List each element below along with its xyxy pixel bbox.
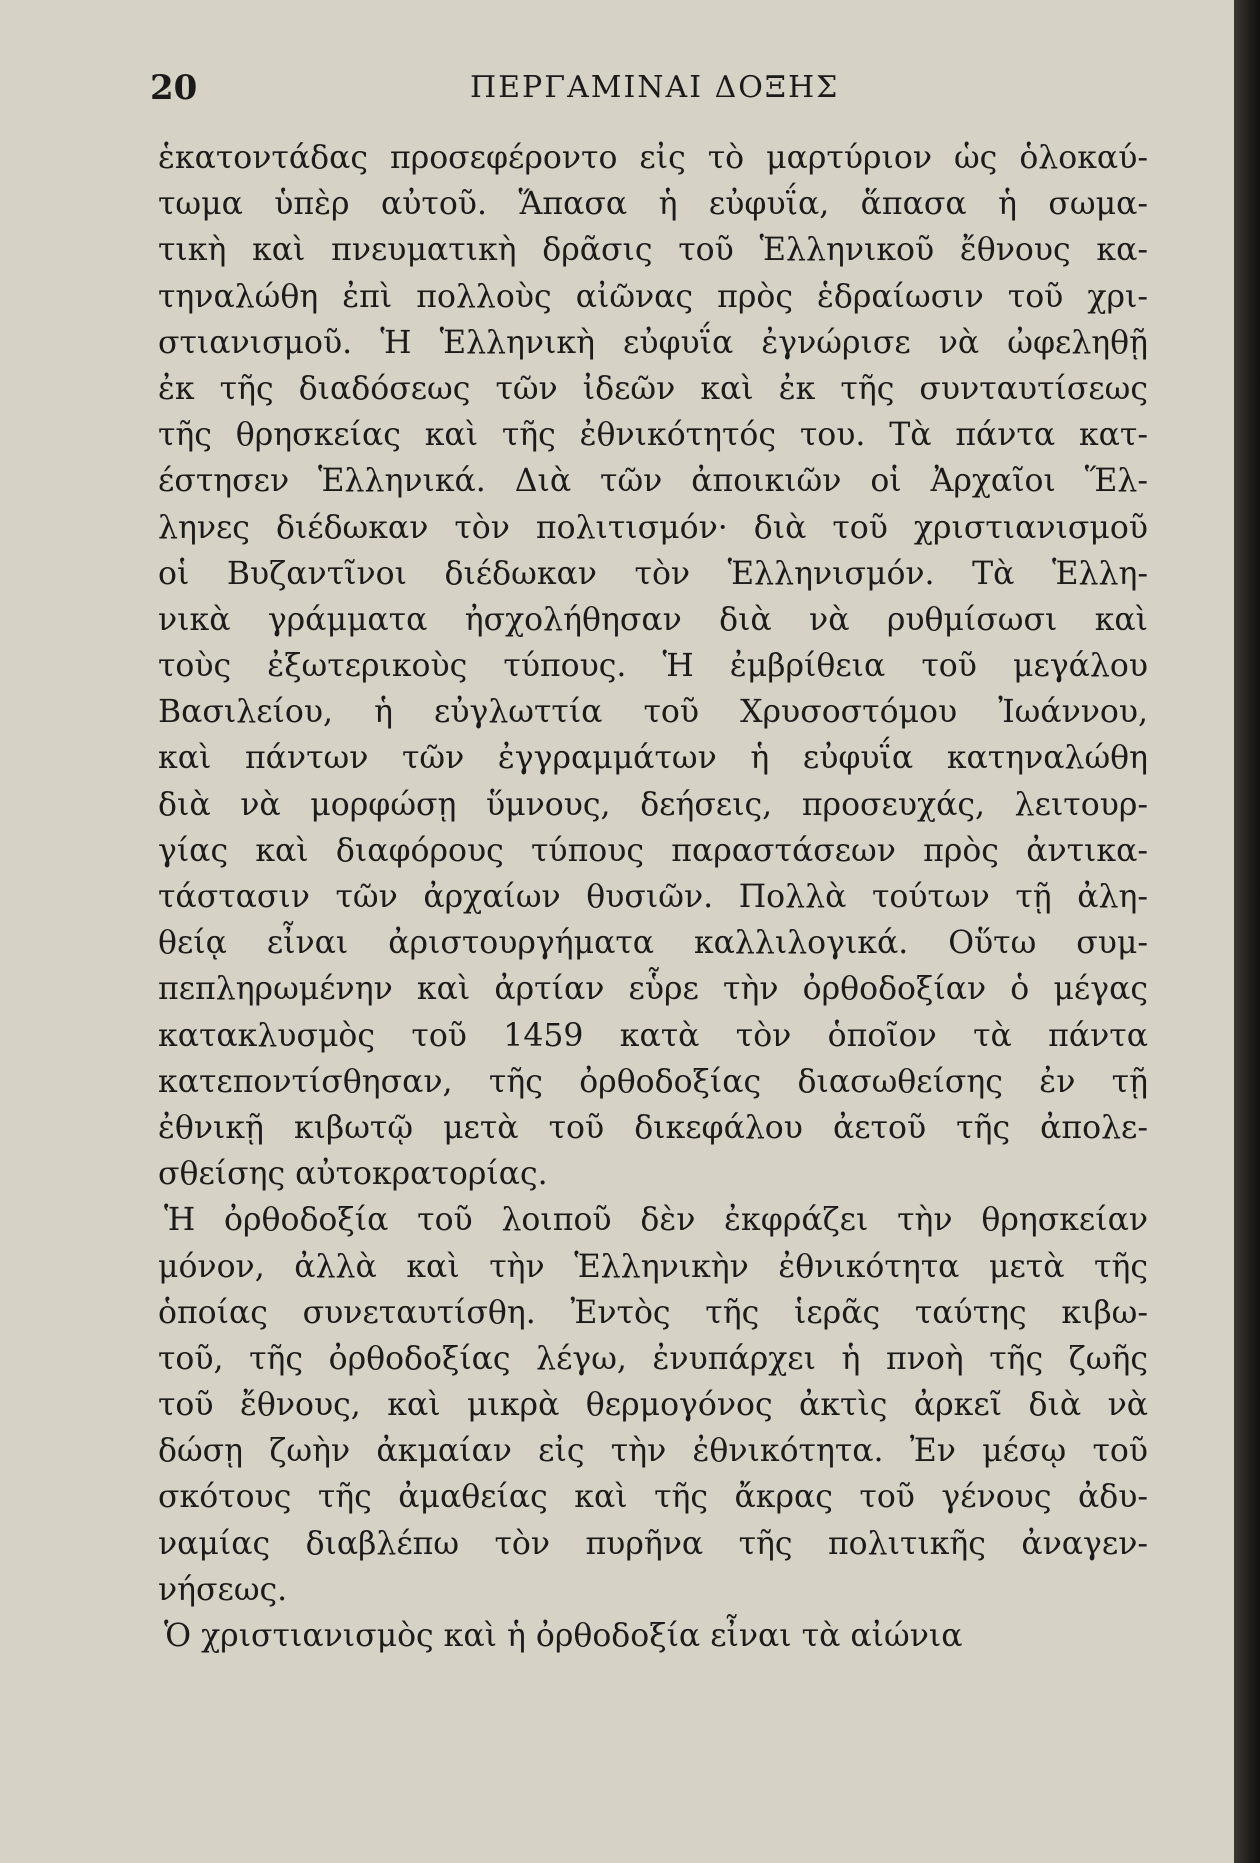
paragraph-first-line: Ἡ ὀρθοδοξία τοῦ λοιποῦ δὲν ἐκφράζει τὴν θρησκείαν <box>164 1202 1148 1239</box>
text-line: μόνον, ἀλλὰ καὶ τὴν Ἑλληνικὴν ἐθνικότητα μετὰ τῆς <box>158 1248 1148 1285</box>
text-line: νικὰ γράμματα ἠσχολήθησαν διὰ νὰ ρυθμίσωσι καὶ <box>158 601 1148 638</box>
paragraph-last-line: σθείσης αὐτοκρατορίας. <box>158 1156 548 1193</box>
body-text <box>158 135 1148 1659</box>
text-line: κατεποντίσθησαν, τῆς ὀρθοδοξίας διασωθείσης ἐν τῇ <box>158 1063 1148 1100</box>
text-line: τοῦ ἔθνους, καὶ μικρὰ θερμογόνος ἀκτὶς ἀρκεῖ διὰ νὰ <box>158 1387 1148 1424</box>
text-line: ἐκ τῆς διαδόσεως τῶν ἰδεῶν καὶ ἐκ τῆς συνταυτίσεως <box>158 370 1148 407</box>
text-line: έστησεν Ἑλληνικά. Διὰ τῶν ἀποικιῶν οἱ Ἀρχαῖοι Ἕλ- <box>158 463 1148 500</box>
paragraph-last-line: νήσεως. <box>158 1571 288 1608</box>
text-line: διὰ νὰ μορφώσῃ ὕμνους, δεήσεις, προσευχάς, λειτουρ- <box>158 786 1148 823</box>
book-gutter-edge <box>1234 0 1260 1863</box>
text-line: ναμίας διαβλέπω τὸν πυρῆνα τῆς πολιτικῆς ἀναγεν- <box>158 1525 1148 1562</box>
text-line: καὶ πάντων τῶν ἐγγραμμάτων ἡ εὐφυΐα κατηναλώθη <box>158 740 1148 777</box>
text-line: στιανισμοῦ. Ἡ Ἑλληνικὴ εὐφυΐα ἐγνώρισε νὰ ὠφεληθῇ <box>158 324 1148 361</box>
text-line: τικὴ καὶ πνευματικὴ δρᾶσις τοῦ Ἑλληνικοῦ ἔθνους κα- <box>158 232 1148 269</box>
paragraph-first-line: Ὁ χριστιανισμὸς καὶ ἡ ὀρθοδοξία εἶναι τὰ αἰώνια <box>164 1618 963 1654</box>
text-line: δώσῃ ζωὴν ἀκμαίαν εἰς τὴν ἐθνικότητα. Ἐν μέσῳ τοῦ <box>158 1433 1148 1470</box>
text-line: θείᾳ εἶναι ἀριστουργήματα καλλιλογικά. Οὕτω συμ- <box>158 925 1148 962</box>
text-line: γίας καὶ διαφόρους τύπους παραστάσεων πρὸς ἀντικα- <box>158 832 1148 869</box>
text-line: κατακλυσμὸς τοῦ 1459 κατὰ τὸν ὁποῖον τὰ πάντα <box>158 1017 1148 1054</box>
text-line: ληνες διέδωκαν τὸν πολιτισμόν· διὰ τοῦ χριστιανισμοῦ <box>158 509 1148 546</box>
text-line: πεπληρωμένην καὶ ἀρτίαν εὗρε τὴν ὀρθοδοξίαν ὁ μέγας <box>158 971 1148 1008</box>
text-line: ἐθνικῇ κιβωτῷ μετὰ τοῦ δικεφάλου ἀετοῦ τῆς ἀπολε- <box>158 1109 1148 1146</box>
text-line: ὁποίας συνεταυτίσθη. Ἐντὸς τῆς ἱερᾶς ταύτης κιβω- <box>158 1294 1148 1331</box>
text-line: σκότους τῆς ἀμαθείας καὶ τῆς ἄκρας τοῦ γένους ἀδυ- <box>158 1479 1148 1516</box>
text-line: τοῦ, τῆς ὀρθοδοξίας λέγω, ἐνυπάρχει ἡ πνοὴ τῆς ζωῆς <box>158 1340 1148 1377</box>
page-number: 20 <box>150 68 198 108</box>
text-line: τῆς θρησκείας καὶ τῆς ἐθνικότητός του. Τὰ πάντα κατ- <box>158 417 1148 454</box>
text-line: τοὺς ἐξωτερικοὺς τύπους. Ἡ ἐμβρίθεια τοῦ μεγάλου <box>158 648 1148 685</box>
page-header <box>150 68 1150 118</box>
running-title: ΠΕΡΓΑΜΙΝΑΙ ΔΟΞΗΣ <box>470 70 840 105</box>
text-line: τάστασιν τῶν ἀρχαίων θυσιῶν. Πολλὰ τούτων τῇ ἀλη- <box>158 879 1148 915</box>
text-line: τηναλώθη ἐπὶ πολλοὺς αἰῶνας πρὸς ἑδραίωσιν τοῦ χρι- <box>158 278 1148 315</box>
text-line: ἑκατοντάδας προσεφέροντο εἰς τὸ μαρτύριον ὡς ὁλοκαύ- <box>158 140 1148 176</box>
text-line: οἱ Βυζαντῖνοι διέδωκαν τὸν Ἑλληνισμόν. Τὰ Ἑλλη- <box>158 555 1148 592</box>
text-line: Βασιλείου, ἡ εὐγλωττία τοῦ Χρυσοστόμου Ἰωάννου, <box>158 694 1148 731</box>
text-line: τωμα ὑπὲρ αὐτοῦ. Ἅπασα ἡ εὐφυΐα, ἅπασα ἡ σωμα- <box>158 186 1148 223</box>
